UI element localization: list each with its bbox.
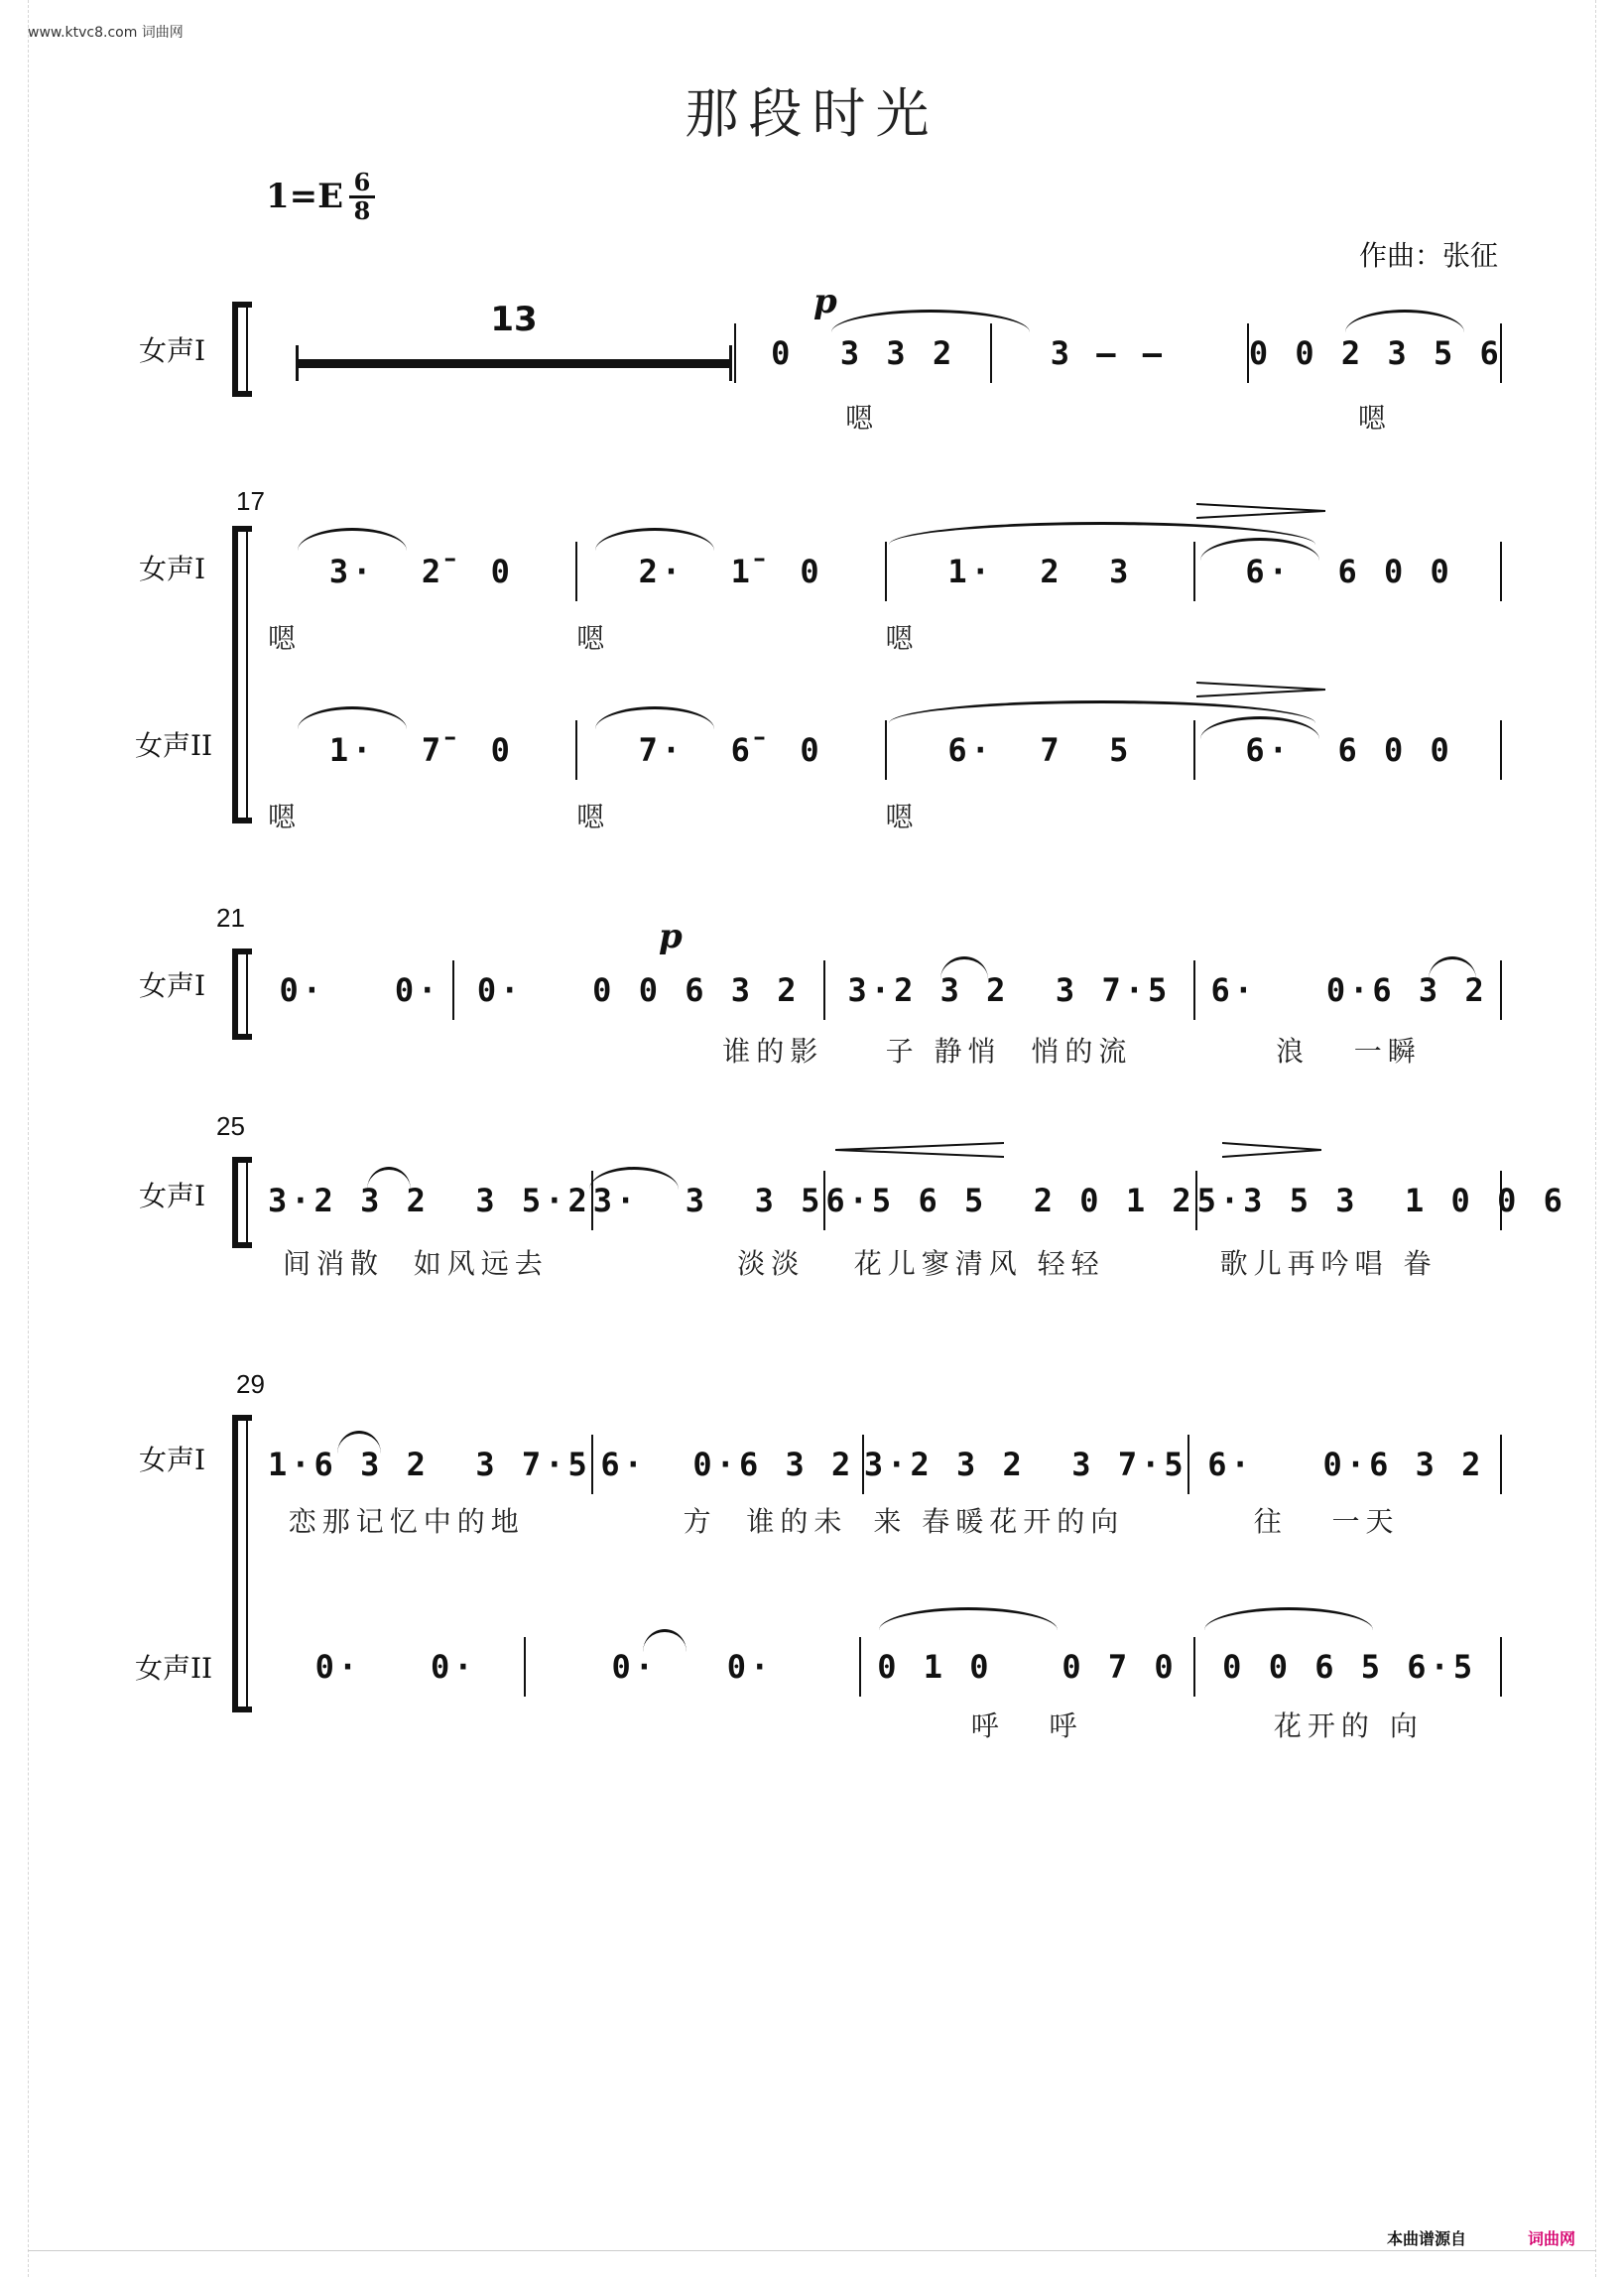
notes: 6· 6 0 0 <box>1245 731 1453 769</box>
composer-credit: 作曲：张征 <box>1359 239 1499 272</box>
measure <box>859 1637 1194 1697</box>
measure <box>268 720 575 780</box>
slur <box>298 528 407 551</box>
staff-brace <box>232 1415 252 1712</box>
lyric: 淡淡 <box>722 1247 806 1280</box>
dynamic-marking: p <box>813 282 837 321</box>
decrescendo-hairpin <box>1196 681 1325 698</box>
notes: 6· 0·6 3 2 <box>600 1446 855 1483</box>
dynamic-marking: p <box>659 917 683 956</box>
lyric: 子 静悄 悄的流 <box>885 1035 1133 1068</box>
measure <box>990 323 1246 383</box>
lyrics-row <box>268 617 1503 657</box>
multi-measure-rest <box>296 300 732 375</box>
voice-1-row <box>268 1171 1566 1230</box>
notes: 3·2 3 2 3 7·5 <box>863 1446 1187 1483</box>
notes: 1· 7̄ 0 <box>328 731 514 769</box>
notes: 3 – – <box>1050 334 1189 372</box>
lyric: 嗯 <box>576 801 611 833</box>
lyric: 嗯 <box>885 622 920 655</box>
measure-number: 29 <box>236 1369 265 1399</box>
voice-label: 女声II <box>135 729 213 762</box>
bar-line <box>1500 542 1502 601</box>
footer-divider <box>28 2250 1596 2251</box>
key-signature: 1=E <box>266 177 344 216</box>
lyric: 恋那记忆中的地 <box>288 1505 525 1538</box>
lyric: 嗯 <box>268 622 303 655</box>
measure <box>1195 1171 1566 1230</box>
voice-label: 女声I <box>139 1180 206 1212</box>
measure-number: 21 <box>216 903 245 933</box>
lyric: 间消散 如风远去 <box>282 1247 549 1280</box>
page-title: 那段时光 <box>685 82 939 145</box>
notes: 1· 2 3 <box>947 553 1133 590</box>
measure <box>885 542 1194 601</box>
notes: 6·5 6 5 2 0 1 2 <box>825 1182 1195 1219</box>
voice-label: 女声I <box>139 553 206 585</box>
measure <box>1193 1637 1503 1697</box>
lyrics-row <box>268 1030 1503 1070</box>
voice-label: 女声I <box>139 1444 206 1476</box>
lyric: 嗯 <box>845 402 880 435</box>
slur <box>298 706 407 729</box>
notes: 0· 0 0 6 3 2 <box>476 971 801 1009</box>
lyrics-row <box>268 1500 1503 1540</box>
slur <box>1345 310 1464 332</box>
decrescendo-hairpin <box>1196 502 1325 520</box>
slur <box>1204 1607 1373 1630</box>
notes: 3· 3 3 5 <box>592 1182 824 1219</box>
bar-line <box>1500 720 1502 780</box>
lyrics-row <box>734 397 1503 437</box>
decrescendo-hairpin <box>1222 1141 1321 1159</box>
voice-2-row <box>268 720 1503 780</box>
notes: 3·2 3 2 3 7·5 <box>847 971 1172 1009</box>
time-signature <box>349 168 375 225</box>
lyric: 歌儿再吟唱 眷 <box>1219 1247 1437 1280</box>
notes: 6· 0·6 3 2 <box>1210 971 1488 1009</box>
notes: 0· 0· <box>314 1648 477 1686</box>
voice-1-row <box>268 542 1503 601</box>
measure <box>268 542 575 601</box>
measure-number: 25 <box>216 1111 245 1141</box>
lyric: 花开的 向 <box>1273 1709 1424 1742</box>
left-margin-strip <box>8 0 29 2277</box>
lyric <box>268 1705 525 1744</box>
bar-line <box>1500 1637 1502 1697</box>
staff-brace <box>232 949 252 1040</box>
notes: 0 0 6 5 6·5 <box>1222 1648 1477 1686</box>
voice-label: 女声I <box>139 969 206 1002</box>
notes: 5·3 5 3 1 0 0 6 <box>1196 1182 1566 1219</box>
crescendo-hairpin <box>835 1141 1004 1159</box>
voice-1-row <box>734 323 1503 383</box>
slur <box>643 1629 687 1652</box>
measure-number: 17 <box>236 486 265 516</box>
measure <box>268 1435 591 1494</box>
measure <box>268 1637 524 1697</box>
measure <box>524 1637 859 1697</box>
measure <box>591 1435 862 1494</box>
bar-line <box>1500 323 1502 383</box>
notes: 3· 2̄ 0 <box>328 553 514 590</box>
footer-source: 本曲谱源自 <box>1387 2229 1467 2248</box>
measure <box>1247 323 1503 383</box>
slur <box>879 1607 1058 1630</box>
measure <box>268 1171 591 1230</box>
lyric: 花儿寥清风 轻轻 <box>853 1247 1105 1280</box>
measure <box>452 960 823 1020</box>
voice-2-row <box>268 1637 1503 1697</box>
measure <box>862 1435 1187 1494</box>
lyric: 往 一天 <box>1253 1505 1400 1538</box>
measure <box>734 323 990 383</box>
lyric: 浪 一瞬 <box>1276 1035 1422 1068</box>
notes: 6· 0·6 3 2 <box>1207 1446 1485 1483</box>
time-top: 6 <box>353 168 371 196</box>
lyric <box>1194 617 1503 657</box>
bar-line <box>1500 1171 1502 1230</box>
staff-brace <box>232 526 252 823</box>
site-watermark: www.ktvc8.com 词曲网 <box>28 25 184 41</box>
voice-label: 女声II <box>135 1652 213 1685</box>
notes: 6· 7 5 <box>947 731 1133 769</box>
notes: 0 3 3 2 <box>771 334 956 372</box>
notes: 3·2 3 2 3 5·2 <box>268 1182 591 1219</box>
lyric <box>525 1705 859 1744</box>
lyric <box>268 1030 453 1070</box>
voice-label: 女声I <box>139 334 206 367</box>
lyric: 谁的影 <box>722 1035 824 1068</box>
staff-brace <box>232 302 252 397</box>
bar-line <box>1500 1435 1502 1494</box>
measure <box>823 960 1194 1020</box>
footer-logo[interactable]: 词曲网 <box>1528 2229 1576 2248</box>
measure <box>575 542 885 601</box>
lyrics-row <box>268 1242 1503 1282</box>
multirest-count: 13 <box>490 300 538 339</box>
slur <box>595 706 714 729</box>
time-bottom: 8 <box>353 196 371 225</box>
right-margin-strip <box>1595 0 1616 2277</box>
notes: 7· 6̄ 0 <box>638 731 823 769</box>
lyric <box>990 397 1246 437</box>
measure <box>575 720 885 780</box>
lyric: 来 春暖花开的向 <box>873 1505 1125 1538</box>
staff-brace <box>232 1157 252 1248</box>
measure <box>1187 1435 1503 1494</box>
slur <box>595 528 714 551</box>
slur <box>831 310 1030 332</box>
notes: 2· 1̄ 0 <box>638 553 823 590</box>
lyric: 嗯 <box>576 622 611 655</box>
notes: 0 0 2 3 5 6 <box>1248 334 1503 372</box>
lyric <box>1194 796 1503 835</box>
lyrics-row <box>268 1705 1503 1744</box>
measure <box>268 960 452 1020</box>
notes: 0 1 0 0 7 0 <box>877 1648 1178 1686</box>
lyric: 嗯 <box>885 801 920 833</box>
notes: 0· 0· <box>279 971 441 1009</box>
voice-1-row <box>268 960 1503 1020</box>
lyric: 嗯 <box>268 801 303 833</box>
lyric: 方 谁的未 <box>683 1505 848 1538</box>
notes: 0· 0· <box>611 1648 774 1686</box>
notes: 6· 6 0 0 <box>1245 553 1453 590</box>
lyrics-row <box>268 796 1503 835</box>
lyric: 呼 呼 <box>970 1709 1083 1742</box>
lyric: 嗯 <box>1357 402 1392 435</box>
measure <box>885 720 1194 780</box>
notes: 1·6 3 2 3 7·5 <box>268 1446 591 1483</box>
bar-line <box>1500 960 1502 1020</box>
voice-1-row <box>268 1435 1503 1494</box>
measure <box>823 1171 1194 1230</box>
